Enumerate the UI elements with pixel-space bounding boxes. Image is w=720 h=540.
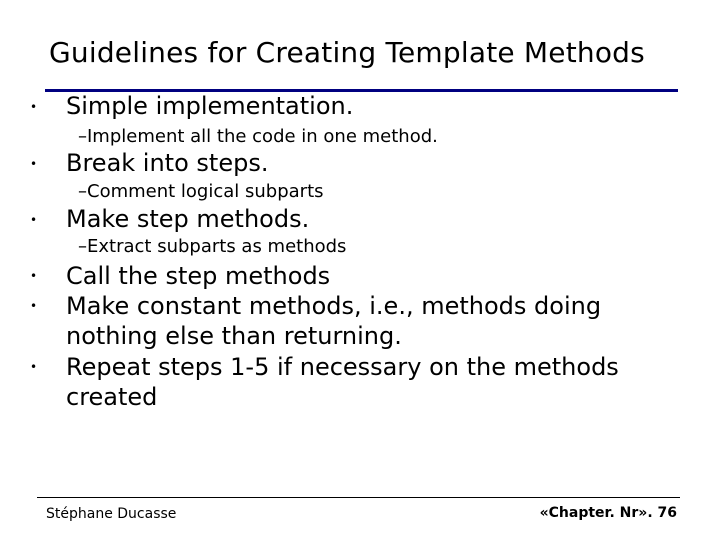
bullet-simple-implementation: Simple implementation. [66, 92, 354, 120]
bullet-repeat-steps-cont: created [66, 383, 158, 411]
sub-implement-all-code: –Implement all the code in one method. [78, 126, 438, 147]
footer-rule [37, 497, 680, 498]
bullet-dot: • [30, 213, 38, 227]
bullet-dot: • [30, 100, 38, 114]
bullet-dot: • [30, 157, 38, 171]
sub-extract-subparts: –Extract subparts as methods [78, 236, 347, 257]
bullet-make-constant-methods-cont: nothing else than returning. [66, 322, 402, 350]
bullet-break-into-steps: Break into steps. [66, 149, 269, 177]
bullet-call-step-methods: Call the step methods [66, 262, 331, 290]
bullet-dot: • [30, 269, 38, 283]
slide-title: Guidelines for Creating Template Methods [49, 36, 645, 69]
footer-author: Stéphane Ducasse [46, 506, 177, 522]
sub-comment-logical-subparts: –Comment logical subparts [78, 181, 324, 202]
bullet-dot: • [30, 360, 38, 374]
bullet-make-constant-methods: Make constant methods, i.e., methods doing [66, 292, 602, 320]
bullet-dot: • [30, 299, 38, 313]
bullet-make-step-methods: Make step methods. [66, 205, 310, 233]
bullet-repeat-steps: Repeat steps 1-5 if necessary on the methods [66, 353, 619, 381]
footer-page-number: «Chapter. Nr». 76 [539, 505, 677, 521]
